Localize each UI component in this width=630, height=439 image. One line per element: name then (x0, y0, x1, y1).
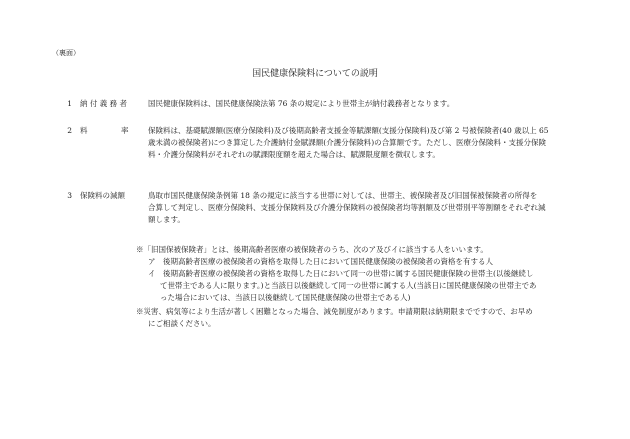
section-2-line-2: 歳未満の被保険者)につき算定した介護納付金賦課額(介護分保険料)の合算額です。ただし、医療分保険料・支援分保険 (148, 138, 547, 147)
section-1-text: 国民健康保険料は、国民健康保険法第 76 条の規定により世帯主が納付義務者となります。 (148, 99, 455, 108)
section-3-line-2: 合算して判定し、医療分保険料、支援分保険料及び介護分保険料の被保険者均等割額及び世帯別平等割額をそれぞれ減 (148, 203, 546, 212)
section-2-label-b: 率 (121, 126, 129, 135)
section-1-number: 1 (67, 99, 72, 108)
note-item-i-line-3: った場合においては、当該日以後継続して国民健康保険の世帯主である人) (160, 293, 411, 302)
section-2-text (148, 125, 549, 161)
page-title: 国民健康保険料についての説明 (252, 69, 378, 79)
section-1-label: 納 付 義 務 者 (80, 99, 128, 108)
section-2-line-1: 保険料は、基礎賦課額(医療分保険料)及び後期高齢者支援金等賦課額(支援分保険料)及び第 2 号被保険者(40 歳以上 65 (148, 126, 549, 135)
section-2-number: 2 (67, 126, 72, 135)
section-3-line-3: 額します。 (148, 215, 185, 224)
section-2-line-3: 料・介護分保険料がそれぞれの賦課限度額を超えた場合は、賦課限度額を徴収します。 (148, 150, 440, 159)
section-3-text (148, 190, 546, 226)
note-item-a: ア 後期高齢者医療の被保険者の資格を取得した日において国民健康保険の被保険者の資格を有する人 (148, 257, 493, 266)
section-3-number: 3 (67, 191, 72, 200)
section-3-line-1: 鳥取市国民健康保険条例第 18 条の規定に該当する世帯に対しては、世帯主、被保険者及び旧国保被保険者の所得を (148, 191, 538, 200)
note-item-i-line-1: イ 後期高齢者医療の被保険者の資格を取得した日において同一の世帯に属する国民健康保険の世帯主(以後継続し (148, 269, 534, 278)
note-genmen-line-1: ※災害、病気等により生活が著しく困難となった場合、減免制度があります。申請期限は納期限までですので、お早め (136, 307, 533, 316)
section-3-label: 保険料の減額 (80, 191, 125, 200)
section-2-label-a: 料 (80, 126, 88, 135)
note-item-i-line-2: て世帯主である人に限ります。)と当該日以後継続して同一の世帯に属する人(当該日に国民健康保険の世帯主であ (160, 281, 537, 290)
side-note: （裏面） (52, 49, 80, 57)
note-genmen-line-2: にご相談ください。 (148, 319, 216, 328)
note-kyu-kokuho: ※「旧国保被保険者」とは、後期高齢者医療の被保険者のうち、次のア及びイに該当する人をいいます。 (136, 245, 488, 254)
